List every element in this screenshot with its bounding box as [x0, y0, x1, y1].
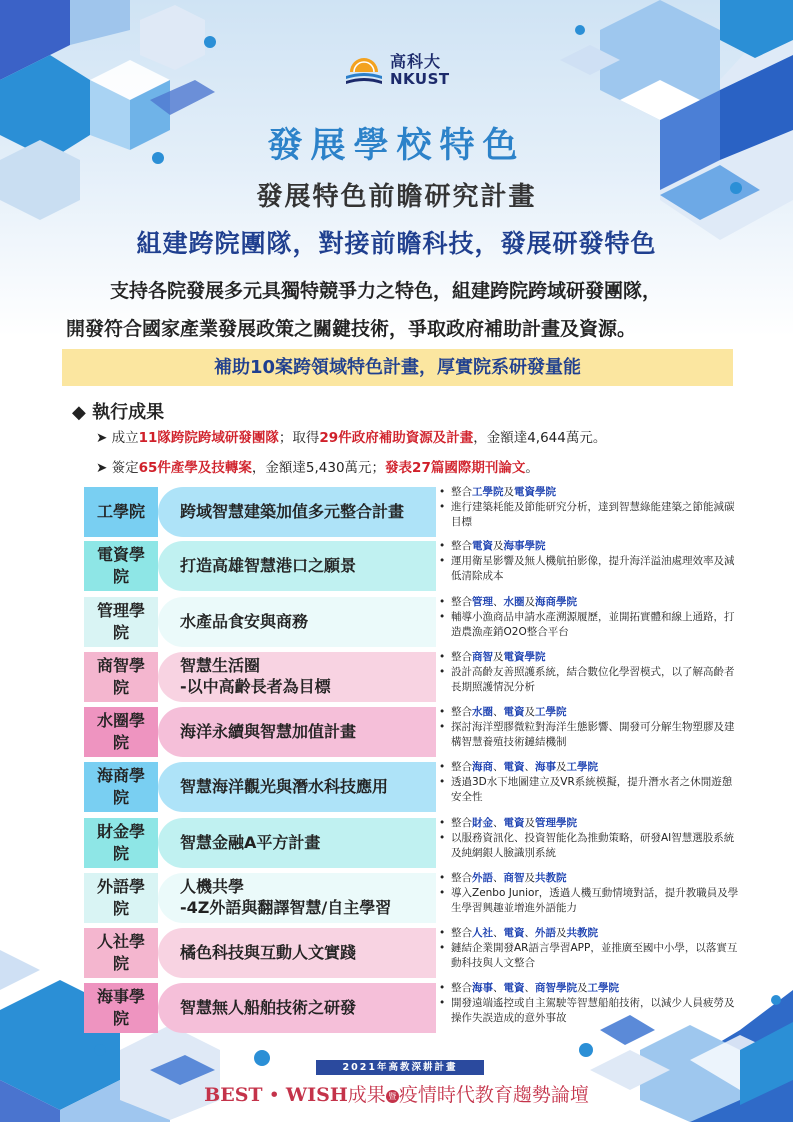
detail-text: 開發遠端遙控或自主駕駛等智慧船舶技術，以減少人員疲勞及操作失誤造成的意外事故 [451, 996, 735, 1024]
college-name: 商智學院 [84, 652, 158, 702]
bullet-dot-icon: • [439, 831, 446, 844]
footer-best: BEST [204, 1084, 263, 1106]
integrate-connector: 及 [493, 651, 504, 663]
integrate-connector: 、 [524, 927, 535, 939]
college-name: 海事學院 [84, 983, 158, 1033]
project-title [158, 597, 436, 647]
integration-bullet [439, 816, 739, 831]
integrate-college: 工學院 [535, 706, 567, 718]
project-description [439, 539, 739, 584]
result-text: ，金額達4,644萬元。 [473, 430, 607, 446]
project-row [84, 652, 734, 702]
detail-text: 運用衛星影響及無人機航拍影像，提升海洋溢油處理效率及減低清除成本 [451, 554, 735, 582]
bullet-dot-icon: • [439, 817, 446, 829]
project-title [158, 487, 436, 537]
integrate-prefix: 整合 [451, 761, 472, 773]
highlight-banner: 補助10案跨領域特色計畫，厚實院系研發量能 [62, 349, 733, 386]
result-highlight: 65件產學及技轉案 [138, 460, 252, 476]
integrate-connector: 及 [503, 486, 514, 498]
detail-bullet [439, 500, 739, 530]
integrate-connector: 、 [524, 761, 535, 773]
project-row [84, 872, 739, 923]
bullet-dot-icon: • [439, 706, 446, 718]
project-row [84, 487, 734, 537]
intro-line-1: 支持各院發展多元具獨特競爭力之特色，組建跨院跨域研發團隊， [110, 280, 662, 302]
detail-bullet [439, 610, 739, 640]
result-text: 。 [525, 460, 539, 476]
detail-text: 進行建築耗能及節能研究分析，達到智慧綠能建築之節能減碳目標 [451, 500, 735, 528]
bullet-dot-icon: • [439, 886, 446, 899]
project-description [439, 926, 739, 971]
college-name: 人社學院 [84, 928, 158, 978]
integrate-college: 海商學院 [535, 596, 577, 608]
detail-bullet [439, 775, 739, 805]
integrate-college: 電資 [503, 927, 525, 939]
result-text: 成立 [111, 430, 139, 446]
project-description [439, 760, 739, 805]
result-text: 簽定 [111, 460, 139, 476]
integrate-connector: 及 [524, 872, 535, 884]
footer-forum-post: 疫情時代教育趨勢論壇 [398, 1084, 589, 1106]
integration-bullet [439, 926, 739, 941]
project-row [84, 707, 734, 757]
integrate-prefix: 整合 [451, 651, 472, 663]
college-name: 外語學院 [84, 873, 158, 923]
project-row [84, 541, 734, 591]
integrate-prefix: 整合 [451, 540, 472, 552]
integrate-college: 管理 [472, 596, 493, 608]
integrate-connector: 及 [493, 540, 504, 552]
integrate-college: 管理學院 [535, 817, 577, 829]
detail-bullet [439, 941, 739, 971]
integrate-college: 海事學院 [503, 540, 546, 552]
result-highlight: 發表27篇國際期刊論文 [385, 460, 526, 476]
detail-bullet [439, 665, 739, 695]
bullet-dot-icon: • [439, 554, 446, 567]
integrate-connector: 、 [493, 761, 504, 773]
project-title-line: 打造高雄智慧港口之願景 [180, 555, 357, 575]
project-title [158, 983, 436, 1033]
detail-bullet [439, 886, 739, 916]
arrow-bullet-icon: ➤ [96, 430, 108, 446]
integrate-college: 共教院 [566, 927, 598, 939]
integrate-college: 海事 [472, 982, 493, 994]
integrate-college: 電資 [503, 706, 525, 718]
bullet-dot-icon: • [439, 610, 446, 623]
project-description [439, 595, 739, 640]
integrate-college: 電資學院 [503, 651, 546, 663]
footer-program-band: 2021年高教深耕計畫 [316, 1060, 484, 1075]
project-title-line: 智慧海洋觀光與潛水科技應用 [180, 776, 389, 796]
integrate-college: 海事 [535, 761, 556, 773]
integrate-prefix: 整合 [451, 982, 472, 994]
project-description [439, 816, 739, 861]
integrate-prefix: 整合 [451, 817, 472, 829]
integration-bullet [439, 539, 739, 554]
integrate-college: 外語 [472, 872, 493, 884]
integrate-connector: 及 [556, 761, 567, 773]
project-row [84, 597, 734, 647]
result-line-1 [96, 426, 606, 446]
arrow-bullet-icon: ➤ [96, 460, 108, 476]
bullet-dot-icon: • [439, 761, 446, 773]
project-title-line: 跨域智慧建築加值多元整合計畫 [180, 501, 405, 521]
integrate-college: 電資 [503, 982, 525, 994]
footer-forum-pre: 成果 [347, 1084, 386, 1106]
integrate-connector: 及 [524, 706, 535, 718]
sub-title: 發展特色前瞻研究計畫 [256, 182, 537, 212]
project-title [158, 928, 436, 978]
project-row [84, 983, 734, 1033]
project-title [158, 541, 436, 591]
detail-text: 導入Zenbo Junior，透過人機互動情境對話，提升教職員及學生學習興趣並增進外語能力 [451, 886, 739, 914]
integrate-connector: 、 [493, 872, 504, 884]
integrate-connector: 、 [493, 596, 504, 608]
integrate-prefix: 整合 [451, 927, 472, 939]
bullet-dot-icon: • [439, 941, 446, 954]
detail-bullet [439, 996, 739, 1026]
result-line-2 [96, 456, 539, 476]
college-name: 水圈學院 [84, 707, 158, 757]
intro-line-2: 開發符合國家產業發展政策之關鍵技術，爭取政府補助計畫及資源。 [66, 318, 637, 340]
integration-bullet [439, 760, 739, 775]
bullet-dot-icon: • [439, 872, 446, 884]
bullet-dot-icon: • [439, 540, 446, 552]
integrate-college: 電資學院 [514, 486, 556, 498]
college-name: 海商學院 [84, 762, 158, 812]
bullet-dot-icon: • [439, 500, 446, 513]
integration-bullet [439, 981, 739, 996]
bullet-dot-icon: • [439, 982, 446, 994]
project-title [158, 707, 436, 757]
bullet-dot-icon: • [439, 927, 446, 939]
project-title-line: 水產品食安與商務 [180, 611, 309, 631]
integrate-connector: 、 [493, 927, 504, 939]
integrate-college: 工學院 [587, 982, 619, 994]
integrate-connector: 、 [493, 817, 504, 829]
integrate-prefix: 整合 [451, 486, 472, 498]
integrate-college: 財金 [472, 817, 493, 829]
result-highlight: 29件政府補助資源及計畫 [319, 430, 474, 446]
bullet-dot-icon: • [439, 996, 446, 1009]
project-description [439, 705, 739, 750]
project-title-line: 橘色科技與互動人文實踐 [180, 942, 357, 962]
project-title-subline: -以中高齡長者為目標 [180, 677, 331, 696]
result-text: ；取得 [278, 430, 320, 446]
project-row [84, 927, 738, 978]
integrate-college: 水圈 [503, 596, 525, 608]
integration-bullet [439, 650, 739, 665]
integrate-college: 電資 [503, 761, 525, 773]
integration-bullet [439, 595, 739, 610]
logo-english-name: NKUST [390, 69, 450, 88]
project-description [439, 485, 739, 530]
detail-text: 設計高齡友善照護系統，結合數位化學習模式，以了解高齡者長期照護情況分析 [451, 665, 735, 693]
bullet-dot-icon: • [439, 651, 446, 663]
integrate-college: 水圈 [472, 706, 493, 718]
project-title-line: 人機共學 [180, 877, 245, 897]
integrate-college: 共教院 [535, 872, 567, 884]
integrate-connector: 及 [577, 982, 588, 994]
integrate-college: 電資 [503, 817, 525, 829]
integrate-connector: 、 [493, 982, 504, 994]
project-description [439, 871, 739, 916]
detail-text: 透過3D水下地圖建立及VR系統模擬，提升潛水者之休閒遊憩安全性 [451, 775, 733, 803]
integrate-connector: 及 [556, 927, 567, 939]
integrate-college: 人社 [472, 927, 493, 939]
integrate-connector: 、 [493, 706, 504, 718]
integrate-prefix: 整合 [451, 706, 472, 718]
integrate-college: 商智學院 [535, 982, 577, 994]
integrate-college: 商智 [472, 651, 493, 663]
project-title [158, 762, 436, 812]
main-title: 發展學校特色 [267, 126, 526, 166]
result-text: ，金額達5,430萬元； [251, 460, 386, 476]
integrate-college: 商智 [503, 872, 525, 884]
footer-bullet: • [268, 1084, 280, 1106]
project-title [158, 873, 436, 923]
slogan: 組建跨院團隊，對接前瞻科技，發展研發特色 [136, 229, 657, 258]
detail-text: 鏈結企業開發AR語言學習APP，並推廣至國中小學，以落實互動科技與人文整合 [451, 941, 738, 969]
college-name: 電資學院 [84, 541, 158, 591]
bullet-dot-icon: • [439, 665, 446, 678]
integrate-connector: 及 [524, 817, 535, 829]
footer-forum-title [0, 1080, 793, 1107]
college-name: 財金學院 [84, 818, 158, 868]
project-title-line: 智慧金融A平方計畫 [180, 832, 321, 852]
integrate-college: 工學院 [566, 761, 598, 773]
detail-bullet [439, 720, 739, 750]
integrate-college: 海商 [472, 761, 493, 773]
detail-text: 探討海洋塑膠微粒對海洋生態影響、開發可分解生物塑膠及建構智慧養殖技術鏈結機制 [451, 720, 735, 748]
college-name: 工學院 [84, 487, 158, 537]
integrate-college: 工學院 [472, 486, 504, 498]
integrate-prefix: 整合 [451, 872, 472, 884]
integration-bullet [439, 705, 739, 720]
footer-badge: 暨 [386, 1090, 399, 1103]
detail-text: 輔導小漁商品申請水產溯源履歷，並開拓實體和線上通路，打造農漁產銷O2O整合平台 [451, 610, 735, 638]
integrate-college: 外語 [535, 927, 556, 939]
college-name: 管理學院 [84, 597, 158, 647]
bullet-dot-icon: • [439, 720, 446, 733]
project-title-line: 海洋永續與智慧加值計畫 [180, 721, 357, 741]
project-row [84, 762, 734, 812]
integrate-connector: 及 [524, 596, 535, 608]
project-title [158, 818, 436, 868]
bullet-dot-icon: • [439, 775, 446, 788]
sunrise-book-logo-icon [342, 50, 386, 90]
detail-bullet [439, 831, 739, 861]
bullet-dot-icon: • [439, 486, 446, 498]
project-title [158, 652, 436, 702]
integration-bullet [439, 871, 739, 886]
project-description [439, 650, 739, 695]
project-title-subline: -4Z外語與翻譯智慧/自主學習 [180, 898, 392, 917]
integrate-prefix: 整合 [451, 596, 472, 608]
footer-wish: WISH [285, 1084, 348, 1106]
logo-chinese-name: 高科大 [390, 51, 442, 71]
project-row [84, 818, 734, 868]
integrate-college: 電資 [472, 540, 493, 552]
detail-bullet [439, 554, 739, 584]
project-description [439, 981, 739, 1026]
detail-text: 以服務資訊化、投資智能化為推動策略，研發AI智慧選股系統及純網銀人臉識別系統 [451, 831, 735, 859]
integrate-connector: 、 [524, 982, 535, 994]
nkust-logo [342, 48, 454, 92]
project-title-line: 智慧無人船舶技術之研發 [180, 997, 357, 1017]
result-highlight: 11隊跨院跨域研發團隊 [138, 430, 279, 446]
results-heading: ◆ 執行成果 [72, 402, 165, 423]
integration-bullet [439, 485, 739, 500]
project-title-line: 智慧生活圈 [180, 656, 261, 676]
bullet-dot-icon: • [439, 596, 446, 608]
